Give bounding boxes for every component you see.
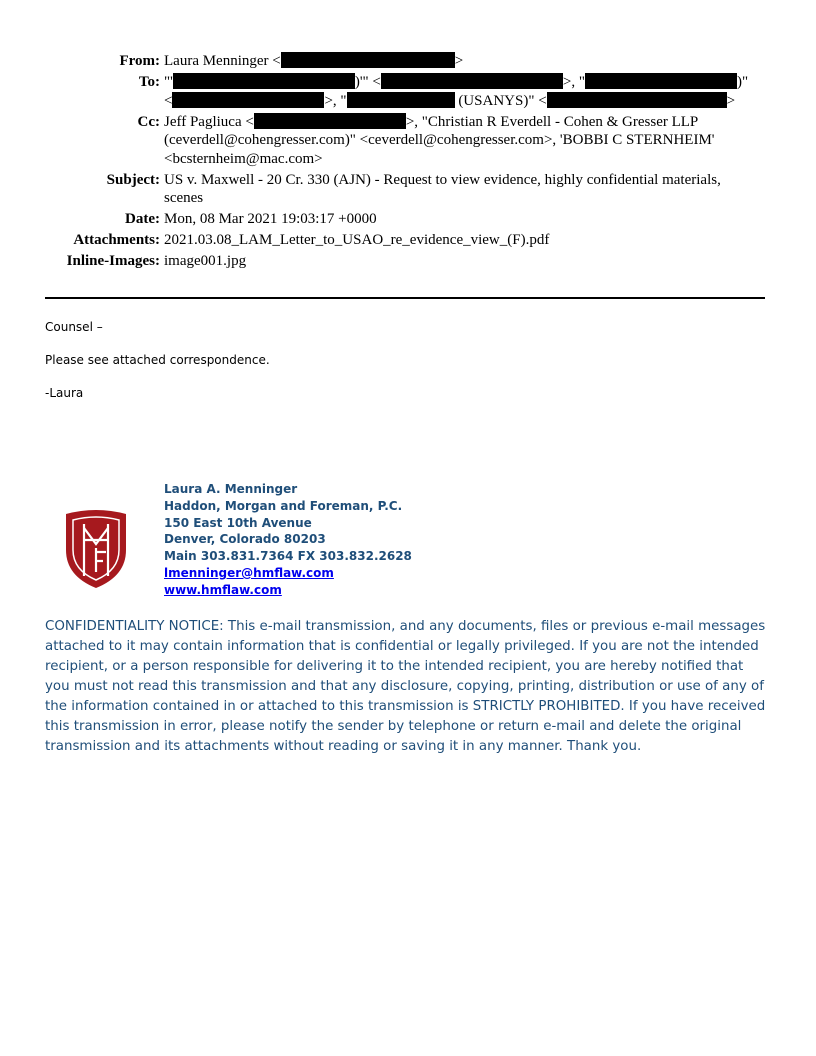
email-body [45, 320, 770, 419]
sig-website-link[interactable]: www.hmflaw.com [164, 582, 282, 597]
date-value: Mon, 08 Mar 2021 19:03:17 +0000 [164, 211, 377, 227]
from-row [0, 52, 816, 71]
redaction-block [347, 92, 455, 108]
inline-image-file[interactable]: image001.jpg [164, 253, 247, 269]
attachment-file[interactable]: 2021.03.08_LAM_Letter_to_USAO_re_evidence_view_(F).pdf [164, 232, 550, 248]
sig-phones: Main 303.831.7364 FX 303.832.2628 [164, 549, 412, 564]
date-row [0, 210, 816, 229]
from-value: Laura Menninger < > [164, 53, 464, 69]
date-label: Date: [125, 211, 160, 227]
redaction-block [585, 73, 737, 89]
hmf-logo-icon [60, 506, 132, 590]
inline-images-row [0, 252, 816, 271]
cc-row [0, 113, 816, 169]
attachments-label: Attachments: [73, 232, 160, 248]
from-label: From: [119, 53, 160, 69]
greeting: Counsel – [45, 320, 103, 334]
redaction-block [172, 92, 324, 108]
inline-images-label: Inline-Images: [66, 253, 160, 269]
signature-block [164, 481, 412, 599]
sig-firm: Haddon, Morgan and Foreman, P.C. [164, 498, 403, 513]
redaction-block [254, 113, 406, 129]
subject-value: US v. Maxwell - 20 Cr. 330 (AJN) - Request to view evidence, highly confidential materials, scenes [164, 171, 721, 206]
signoff: -Laura [45, 386, 84, 400]
subject-row [0, 171, 816, 208]
cc-value: Jeff Pagliuca < >, "Christian R Everdell - Cohen & Gresser LLP (ceverdell@cohengresser.com)" <ceverdell@cohengresser.com>, 'BOBBI C STERNHEIM' <bcsternheim@mac.com> [164, 113, 715, 167]
sig-email-link[interactable]: lmenninger@hmflaw.com [164, 565, 334, 580]
email-header [0, 52, 816, 273]
sig-street: 150 East 10th Avenue [164, 515, 312, 530]
redaction-block [173, 73, 355, 89]
header-divider [45, 297, 765, 299]
cc-label: Cc: [137, 113, 160, 130]
to-label: To: [138, 74, 160, 90]
redaction-block [547, 92, 727, 108]
sig-name: Laura A. Menninger [164, 482, 298, 496]
to-row [0, 73, 816, 110]
confidentiality-notice: CONFIDENTIALITY NOTICE: This e-mail transmission, and any documents, files or previous e-mail messages attached to it may contain information that is confidential or legally privileged. If you are not the intended recipient, or a person responsible for delivering it to the intended recipient, you are hereby notified that you must not read this transmission and that any disclosure, copying, printing, distribution or use of any of the information contained in or attached to this transmission is STRICTLY PROHIBITED. If you have received this transmission in error, please notify the sender by telephone or return e-mail and delete the original transmission and its attachments without reading or saving it in any manner. Thank you. [45, 619, 766, 754]
body-line: Please see attached correspondence. [45, 353, 270, 367]
redaction-block [381, 73, 563, 89]
to-value: "' )'" < >, " )" < >, " (USANYS)" < > [164, 74, 749, 109]
subject-label: Subject: [106, 171, 160, 188]
attachments-row [0, 231, 816, 250]
sig-city: Denver, Colorado 80203 [164, 532, 326, 547]
redaction-block [281, 52, 455, 68]
